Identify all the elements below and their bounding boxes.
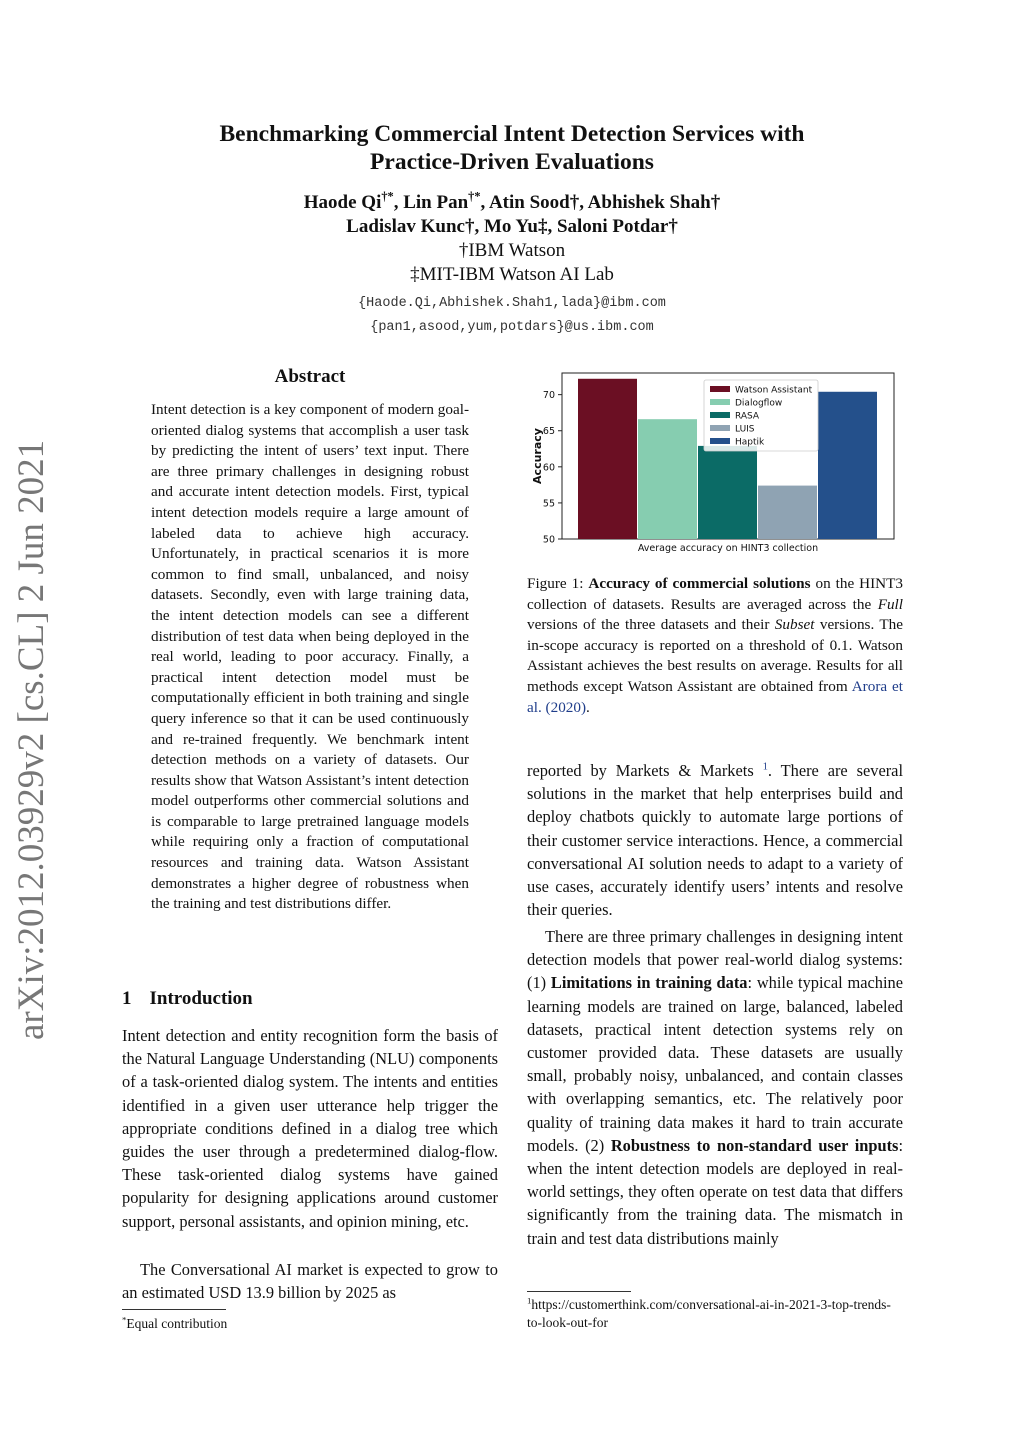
caption-text: . (586, 698, 590, 716)
citation-link-arora[interactable]: Arora et al. (2020) (527, 677, 903, 716)
caption-bold: Accuracy of commercial solutions (588, 575, 811, 592)
paragraph-text: : while typical machine learning models are trained on large, balanced, labeled datasets, practical intent detection systems rely on customer provided data. These datasets are usually small, probably noisy, unbalanced, and contain classes with overlapping semantics, etc. The relatively poor quality of training data makes it hard to train accurate models. (2) (527, 973, 903, 1155)
section-heading-introduction (122, 988, 253, 1010)
footnote-ref-1[interactable]: 1 (762, 761, 768, 773)
abstract-heading: Abstract (274, 366, 346, 387)
legend-swatch (710, 412, 730, 418)
title-line-1: Benchmarking Commercial Intent Detection Services with (219, 121, 805, 147)
bar-dialogflow (638, 419, 697, 539)
bar-luis (758, 486, 817, 539)
abstract-text: Intent detection is a key component of modern goal-oriented dialog systems that accomplish a user task by predicting the intent of users’ text input. There are three primary challenges in designing robust and accurate intent detection models. First, typical intent detection models require a large amount of labeled data to achieve high accuracy. Unfortunately, in practical scenarios it is more common to find small, unbalanced, and noisy datasets. Secondly, even with large training data, the intent detection models can see a different distribution of test data when being deployed in the real world, leading to poor accuracy. Finally, a practical intent detection model must be computationally efficient in both training and single query inference so that it can be used continuously and re-trained frequently. We benchmark intent detection methods on a variety of datasets. Our results show that Watson Assistant’s intent detection model outperforms other commercial solutions and is comparable to large pretrained language models while requiring only a fraction of computational resources and training data. Watson Assistant demonstrates a higher degree of robustness when the training and test distributions differ. (151, 401, 469, 913)
arxiv-stamp: arXiv:2012.03929v2 [cs.CL] 2 Jun 2021 (11, 439, 52, 1040)
footnote-text[interactable]: https://customerthink.com/conversational-ai-in-2021-3-top-trends-to-look-out-for (527, 1297, 891, 1330)
x-axis-label: Average accuracy on HINT3 collection (637, 543, 819, 554)
y-tick-label: 50 (542, 534, 555, 546)
bar-haptik (818, 392, 877, 539)
figure-1-caption (527, 574, 903, 718)
affiliation-ibm: †IBM Watson (458, 240, 566, 261)
y-axis-label: Accuracy (531, 428, 544, 484)
affiliation-mit-ibm: ‡MIT-IBM Watson AI Lab (410, 264, 614, 285)
right-paragraph-2 (527, 925, 903, 1250)
authors-line-1 (120, 191, 904, 215)
author-haode-qi: Haode Qi (303, 192, 382, 213)
author-lin-pan: , Lin Pan (393, 192, 469, 213)
accuracy-bar-chart (526, 364, 906, 560)
legend-swatch (710, 386, 730, 392)
paper-title (120, 120, 904, 176)
plot-area (543, 373, 894, 546)
legend-swatch (710, 425, 730, 431)
paragraph-text: . There are several solutions in the market that help enterprises build and deploy chatbots quickly to automate large portions of their customer service interactions. Hence, a commercial conversational AI solution needs to adapt to a variety of use cases, accurately identify users’ intents and resolve their queries. (527, 761, 904, 920)
bold-phrase-training-data: Limitations in training data (550, 973, 748, 993)
caption-text: versions. The in-scope accuracy is reported on a threshold of 0.1. Watson Assistant achieves the best results on average. Results for all methods except Watson Assistant are obtained from (527, 616, 903, 695)
legend-label: Watson Assistant (735, 385, 813, 396)
intro-paragraph-1: Intent detection and entity recognition form the basis of the Natural Language Understanding (NLU) components of a task-oriented dialog system. The intents and entities identified in a given user utterance help trigger the appropriate conditions defined in a dialog tree which guides the user through a predetermined dialog-flow. These task-oriented dialog systems have gained popularity for designing applications around customer support, personal assistants, and opinion mining, etc. (122, 1026, 498, 1231)
footnote-rule-right (527, 1291, 631, 1292)
bold-phrase-robustness: Robustness to non-standard user inputs (610, 1135, 899, 1155)
footnote-equal-contribution (122, 1315, 227, 1332)
y-tick-label: 55 (542, 498, 555, 510)
paragraph-text: reported by Markets & Markets (527, 761, 763, 780)
bar-watson-assistant (578, 379, 637, 539)
caption-text: versions of the three datasets and their (527, 616, 775, 634)
legend-label: RASA (735, 411, 760, 422)
paragraph-text: There are three primary challenges in designing intent detection models that power real-world dialog systems: (1) (527, 927, 903, 993)
author-mark: †* (381, 189, 394, 204)
legend-swatch (710, 438, 730, 444)
caption-label: Figure 1: (527, 575, 589, 592)
authors-rest: , Atin Sood†, Abhishek Shah† (480, 192, 721, 213)
footnote-mark: 1 (527, 1295, 532, 1306)
legend-swatch (710, 399, 730, 405)
section-number: 1 (122, 988, 132, 1009)
right-paragraph-1 (527, 759, 903, 921)
email-line-1: {Haode.Qi,Abhishek.Shah1,lada}@ibm.com (358, 296, 666, 311)
legend-label: LUIS (735, 424, 755, 435)
footnote-url (527, 1296, 903, 1332)
footnote-text: Equal contribution (126, 1316, 228, 1331)
intro-paragraph-2: The Conversational AI market is expected to grow to an estimated USD 13.9 billion by 2025 as (122, 1260, 498, 1303)
title-line-2: Practice-Driven Evaluations (370, 149, 654, 175)
section-title: Introduction (149, 988, 253, 1009)
footnote-mark: * (122, 1314, 127, 1325)
caption-italic-subset: Subset (774, 616, 815, 634)
email-line-2: {pan1,asood,yum,potdars}@us.ibm.com (370, 320, 654, 335)
bar-rasa (698, 446, 757, 539)
legend-label: Dialogflow (735, 398, 783, 409)
y-tick-label: 65 (542, 426, 555, 438)
caption-text: on the HINT3 collection of datasets. Results are averaged across the (527, 575, 904, 613)
author-mark: †* (468, 189, 481, 204)
footnote-rule-left (122, 1309, 226, 1310)
paragraph-text: : when the intent detection models are deployed in real-world settings, they often operate on test data that differs significantly from the training data. The mismatch in train and test data distributions mainly (527, 1135, 903, 1248)
caption-italic-full: Full (877, 595, 903, 613)
authors-line-2: Ladislav Kunc†, Mo Yu‡, Saloni Potdar† (346, 216, 678, 237)
legend-label: Haptik (735, 437, 765, 448)
y-tick-label: 70 (542, 390, 555, 402)
y-tick-label: 60 (542, 462, 555, 474)
